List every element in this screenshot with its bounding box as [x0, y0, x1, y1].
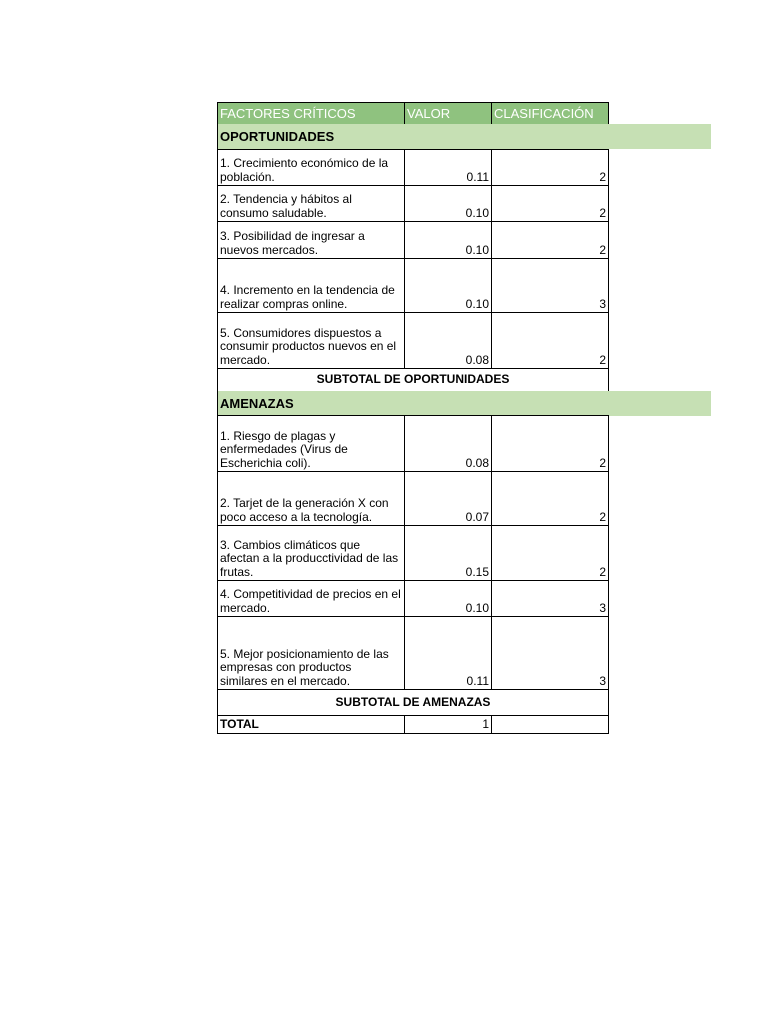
op-row-1-clasificacion: 2: [491, 149, 609, 186]
am-row-2-factor: 2. Tarjet de la generación X con poco acceso a la tecnología.: [217, 471, 405, 526]
am-row-5-valor: 0.11: [404, 616, 492, 690]
am-row-2-valor: 0.07: [404, 471, 492, 526]
am-row-1-valor: 0.08: [404, 415, 492, 472]
op-row-2-factor: 2. Tendencia y hábitos al consumo saludable.: [217, 185, 405, 222]
section-amenazas-title: AMENAZAS: [217, 391, 711, 416]
am-row-3-clasificacion: 2: [491, 525, 609, 581]
am-row-1-clasificacion: 2: [491, 415, 609, 472]
am-row-1-factor: 1. Riesgo de plagas y enfermedades (Virus de Escherichia coli).: [217, 415, 405, 472]
op-row-2-valor: 0.10: [404, 185, 492, 222]
op-row-2-clasificacion: 2: [491, 185, 609, 222]
op-row-4-clasificacion: 3: [491, 258, 609, 313]
op-row-4-valor: 0.10: [404, 258, 492, 313]
op-row-5-clasificacion: 2: [491, 312, 609, 369]
am-row-2-clasificacion: 2: [491, 471, 609, 526]
op-row-1-valor: 0.11: [404, 149, 492, 186]
am-row-4-clasificacion: 3: [491, 580, 609, 617]
am-row-4-valor: 0.10: [404, 580, 492, 617]
op-row-5-valor: 0.08: [404, 312, 492, 369]
section-oportunidades-title: OPORTUNIDADES: [217, 124, 711, 149]
am-row-4-factor: 4. Competitividad de precios en el mercado.: [217, 580, 405, 617]
op-row-1-factor: 1. Crecimiento económico de la población.: [217, 149, 405, 186]
am-row-3-factor: 3. Cambios climáticos que afectan a la producctividad de las frutas.: [217, 525, 405, 581]
total-label: TOTAL: [217, 715, 405, 734]
subtotal-amenazas: SUBTOTAL DE AMENAZAS: [217, 689, 609, 716]
total-valor: 1: [404, 715, 492, 734]
am-row-3-valor: 0.15: [404, 525, 492, 581]
header-clasificacion: CLASIFICACIÓN: [491, 102, 609, 125]
header-factores: FACTORES CRÍTICOS: [217, 102, 405, 125]
op-row-4-factor: 4. Incremento en la tendencia de realizar compras online.: [217, 258, 405, 313]
total-clasificacion: [491, 715, 609, 734]
am-row-5-clasificacion: 3: [491, 616, 609, 690]
subtotal-oportunidades: SUBTOTAL DE OPORTUNIDADES: [217, 368, 609, 392]
op-row-3-valor: 0.10: [404, 221, 492, 259]
op-row-3-factor: 3. Posibilidad de ingresar a nuevos mercados.: [217, 221, 405, 259]
am-row-5-factor: 5. Mejor posicionamiento de las empresas con productos similares en el mercado.: [217, 616, 405, 690]
op-row-3-clasificacion: 2: [491, 221, 609, 259]
op-row-5-factor: 5. Consumidores dispuestos a consumir productos nuevos en el mercado.: [217, 312, 405, 369]
header-valor: VALOR: [404, 102, 492, 125]
